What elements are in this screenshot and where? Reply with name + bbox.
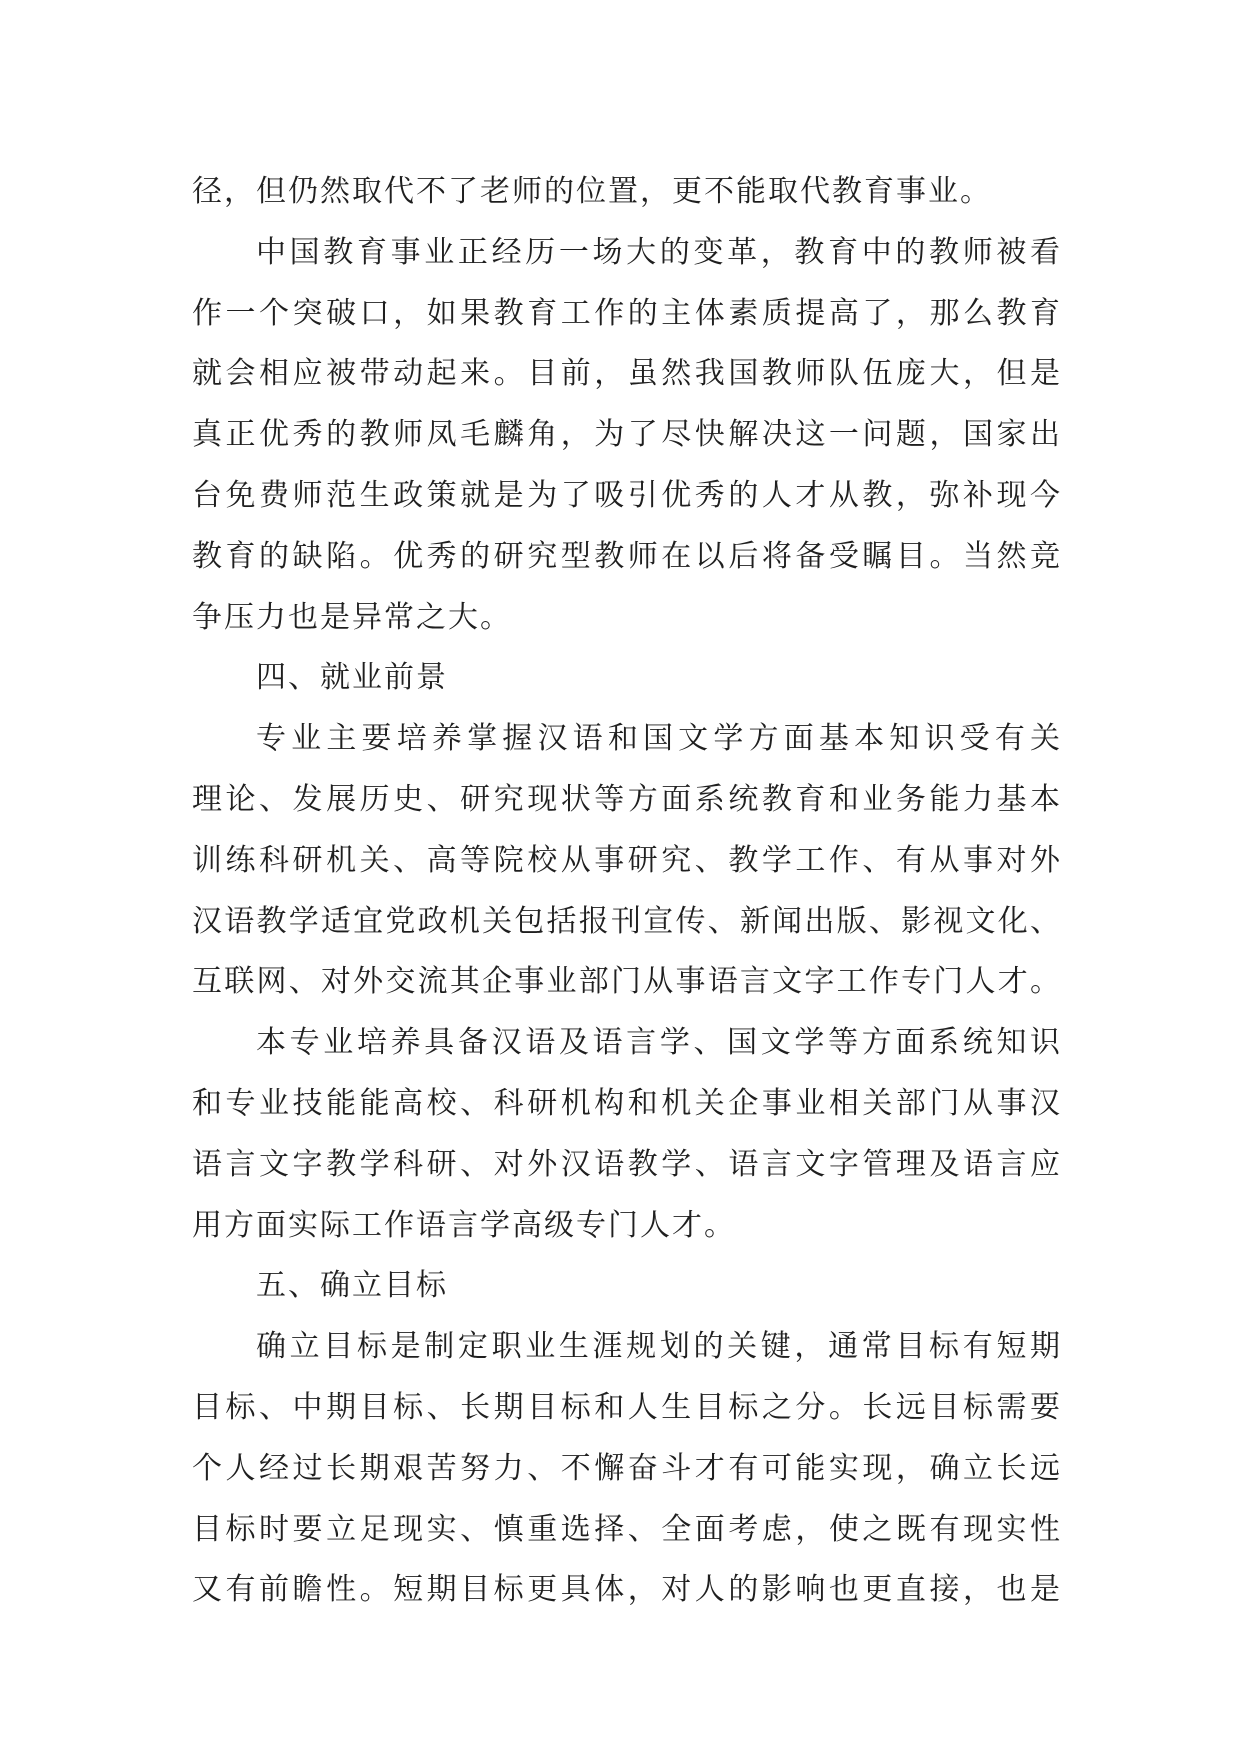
section-heading: 五、确立目标 — [256, 1268, 448, 1304]
paragraph-first-line: 专业主要培养掌握汉语和国文学方面基本知识受有关 — [256, 721, 1062, 757]
text-line: 目标、中期目标、长期目标和人生目标之分。长远目标需要 — [192, 1389, 1062, 1425]
text-line: 和专业技能能高校、科研机构和机关企事业相关部门从事汉 — [192, 1085, 1062, 1121]
text-line: 教育的缺陷。优秀的研究型教师在以后将备受瞩目。当然竞 — [192, 538, 1062, 574]
text-line: 又有前瞻性。短期目标更具体，对人的影响也更直接，也是 — [192, 1572, 1062, 1608]
text-line: 争压力也是异常之大。 — [192, 599, 512, 635]
text-line: 训练科研机关、高等院校从事研究、教学工作、有从事对外 — [192, 842, 1062, 878]
text-line: 语言文字教学科研、对外汉语教学、语言文字管理及语言应 — [192, 1146, 1062, 1182]
paragraph-first-line: 本专业培养具备汉语及语言学、国文学等方面系统知识 — [256, 1025, 1062, 1061]
text-line: 真正优秀的教师凤毛麟角，为了尽快解决这一问题，国家出 — [192, 417, 1062, 453]
text-line: 作一个突破口，如果教育工作的主体素质提高了，那么教育 — [192, 295, 1062, 331]
text-line: 就会相应被带动起来。目前，虽然我国教师队伍庞大，但是 — [192, 356, 1062, 392]
text-line: 目标时要立足现实、慎重选择、全面考虑，使之既有现实性 — [192, 1511, 1062, 1547]
text-line: 径，但仍然取代不了老师的位置，更不能取代教育事业。 — [192, 174, 992, 209]
text-line: 汉语教学适宜党政机关包括报刊宣传、新闻出版、影视文化、 — [192, 903, 1062, 939]
text-line: 台免费师范生政策就是为了吸引优秀的人才从教，弥补现今 — [192, 477, 1062, 513]
text-line: 互联网、对外交流其企事业部门从事语言文字工作专门人才。 — [192, 964, 1062, 1000]
paragraph-first-line: 确立目标是制定职业生涯规划的关键，通常目标有短期 — [256, 1329, 1062, 1365]
text-line: 理论、发展历史、研究现状等方面系统教育和业务能力基本 — [192, 781, 1062, 817]
section-heading: 四、就业前景 — [256, 660, 448, 696]
document-body — [192, 162, 1062, 1621]
text-line: 个人经过长期艰苦努力、不懈奋斗才有可能实现，确立长远 — [192, 1450, 1062, 1486]
text-line: 用方面实际工作语言学高级专门人才。 — [192, 1207, 736, 1243]
paragraph-first-line: 中国教育事业正经历一场大的变革，教育中的教师被看 — [256, 234, 1062, 270]
